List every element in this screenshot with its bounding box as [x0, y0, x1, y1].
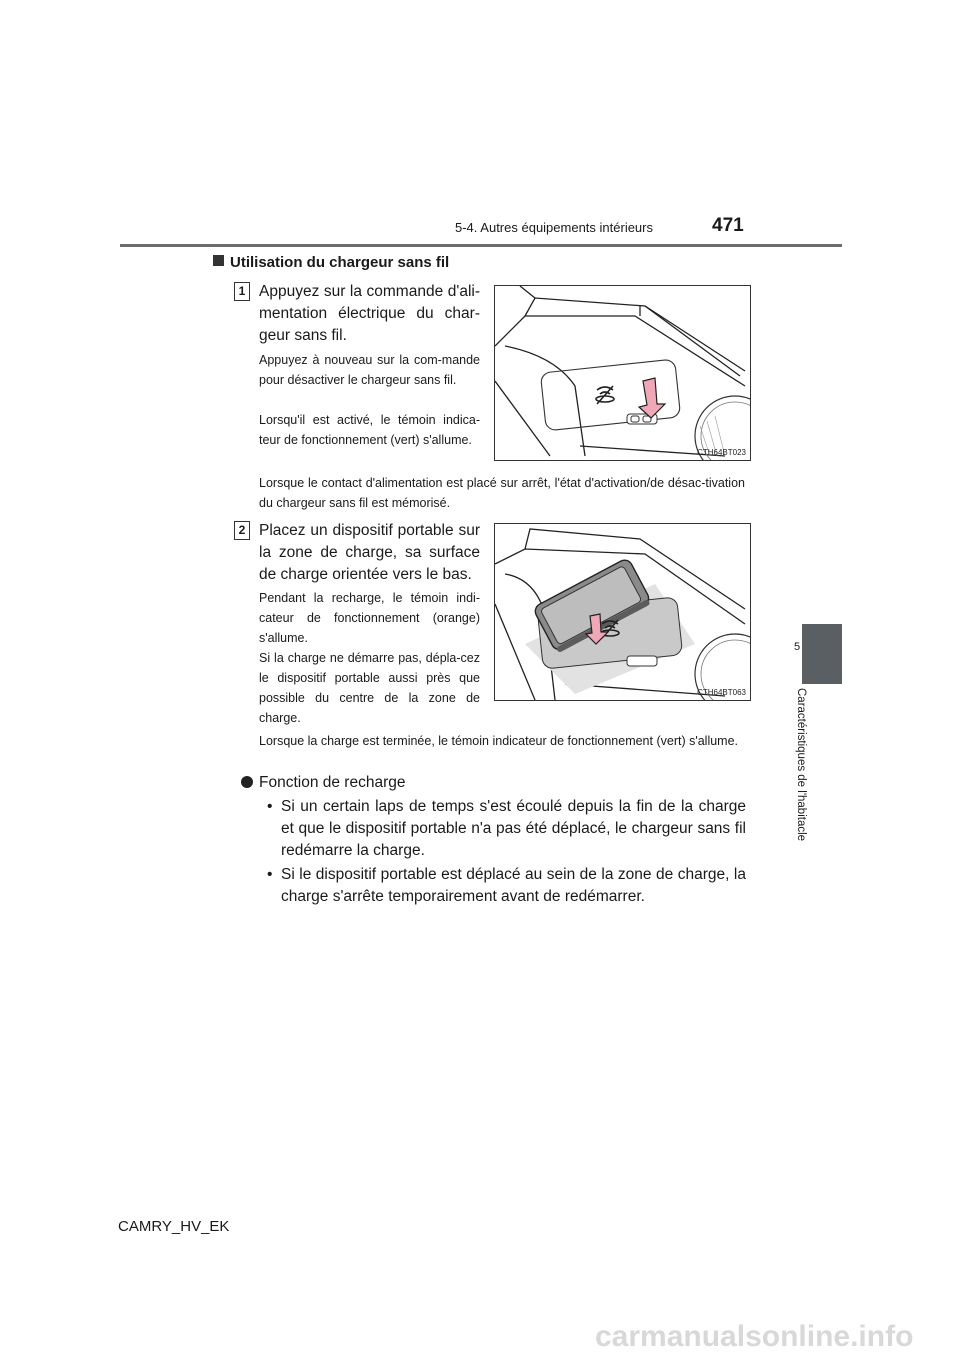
charger-switch-illustration [495, 286, 750, 460]
disc-bullet-icon [241, 776, 253, 788]
step-1-note-2: Lorsqu'il est activé, le témoin indica-teur de fonctionnement (vert) s'allume. [259, 413, 480, 447]
step-1-note-1: Appuyez à nouveau sur la com-mande pour désactiver le chargeur sans fil. [259, 353, 480, 387]
step-2-note-2: Si la charge ne démarre pas, dépla-cez le dispositif portable aussi près que possible du centre de la zone de charge. [259, 651, 480, 725]
list-item: • Si le dispositif portable est déplacé au sein de la zone de charge, la charge s'arrête temporairement avant de redémarrer. [267, 866, 746, 905]
header-rule [120, 244, 842, 247]
chapter-number: 5 [793, 641, 801, 653]
step-1-instruction: Appuyez sur la commande d'ali-mentation électrique du char-geur sans fil. [259, 283, 480, 344]
recharge-title [241, 772, 405, 794]
chapter-label: Caractéristiques de l'habitacle [795, 688, 807, 842]
watermark[interactable]: carmanualsonline.info [595, 1320, 914, 1353]
press-arrow-icon [639, 378, 665, 418]
header-section-title: 5-4. Autres équipements intérieurs [455, 220, 653, 235]
figure-charger-switch [494, 285, 751, 461]
recharge-list [259, 796, 746, 910]
recharge-title-text: Fonction de recharge [259, 774, 406, 791]
step-1-after-note: Lorsque le contact d'alimentation est placé sur arrêt, l'état d'activation/de désac-tivation du chargeur sans fil est mémorisé. [259, 476, 745, 510]
step-number-2: 2 [234, 521, 250, 540]
page-number: 471 [712, 215, 744, 236]
step-2-note-1: Pendant la recharge, le témoin indi-cateur de fonctionnement (orange) s'allume. [259, 591, 480, 645]
wireless-charge-icon [596, 386, 614, 404]
section-title-text: Utilisation du chargeur sans fil [230, 254, 450, 271]
list-item: • Si un certain laps de temps s'est écoulé depuis la fin de la charge et que le dispositif portable n'a pas été déplacé, le chargeur sans fil redémarre la charge. [267, 798, 746, 859]
figure-code: CTH64BT063 [697, 688, 746, 697]
model-code: CAMRY_HV_EK [118, 1218, 230, 1235]
figure-phone-on-pad [494, 523, 751, 701]
chapter-tab [802, 624, 842, 684]
section-title [213, 254, 449, 271]
step-number-1: 1 [234, 282, 250, 301]
step-2-after-note: Lorsque la charge est terminée, le témoin indicateur de fonctionnement (vert) s'allume. [259, 734, 739, 748]
square-bullet-icon [213, 255, 224, 266]
step-2-instruction: Placez un dispositif portable sur la zone de charge, sa surface de charge orientée vers le bas. [259, 522, 480, 583]
phone-on-pad-illustration [495, 524, 750, 700]
figure-code: CTH64BT023 [697, 448, 746, 457]
